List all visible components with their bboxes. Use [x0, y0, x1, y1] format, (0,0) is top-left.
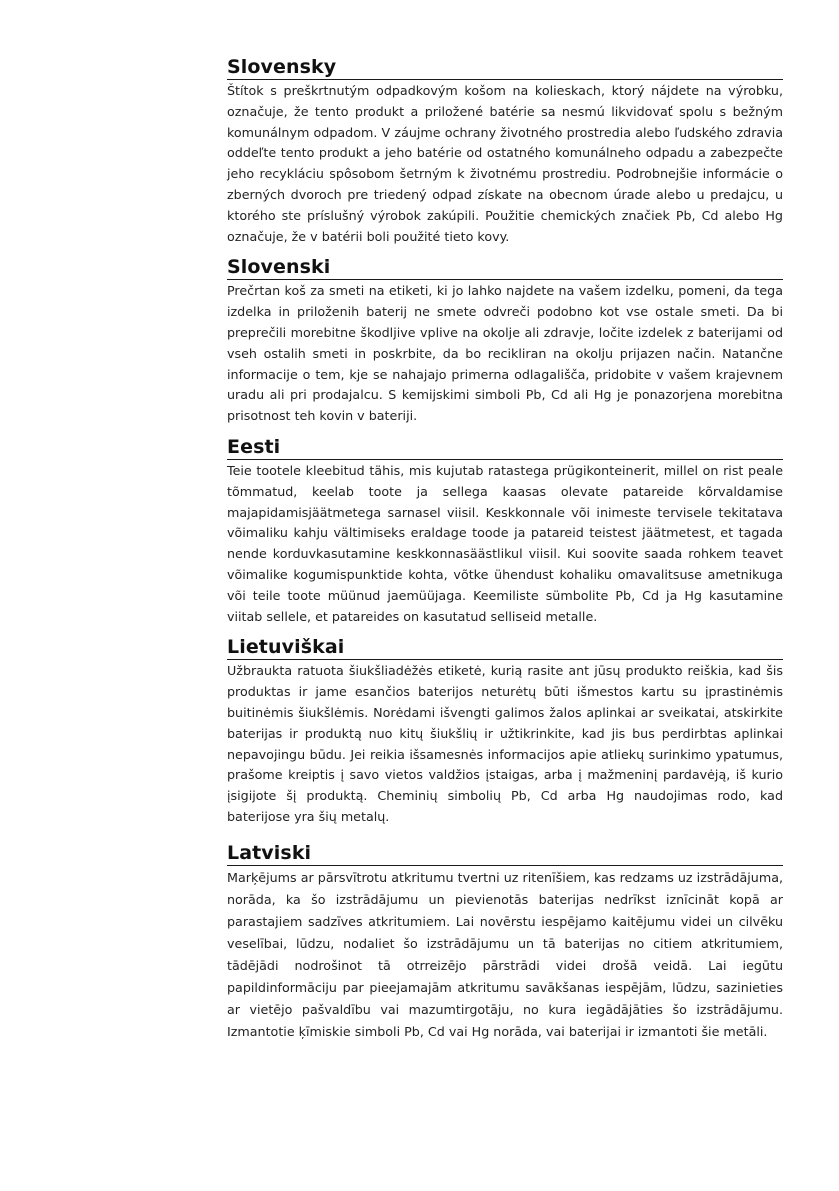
section-slovensky: [227, 56, 783, 247]
section-body-latviski: Marķējums ar pārsvītrotu atkritumu tvertni uz ritenīšiem, kas redzams uz izstrādājuma, norāda, ka šo izstrādājumu un pievienotās baterijas nedrīkst iznīcināt kopā ar parastajiem sadzīves atkritumiem. Lai novērstu iespējamo kaitējumu videi un cilvēku veselībai, lūdzu, nodaliet šo izstrādājumu un tā baterijas no citiem atkritumiem, tādējādi nodrošinot tā otrreizējo pārstrādi videi drošā veidā. Lai iegūtu papildinformāciju par pieejamajām atkritumu savākšanas iespējām, lūdzu, sazinieties ar vietējo pašvaldību vai mazumtirgotāju, no kura iegādājāties šo izstrādājumu. Izmantotie ķīmiskie simboli Pb, Cd vai Hg norāda, vai baterijai ir izmantoti šie metāli.: [227, 869, 783, 1039]
section-body-lietuviskai: Užbraukta ratuota šiukšliadėžės etiketė, kurią rasite ant jūsų produkto reiškia, kad šis produktas ir jame esančios baterijos neturėtų būti išmestos kartu su įprastinėmis buitinėmis šiukšlėmis. Norėdami išvengti galimos žalos aplinkai ar sveikatai, atskirkite baterijas ir produktą nuo kitų šiukšlių ir užtikrinkite, kad jis bus perdirbtas aplinkai nepavojingu būdu. Jei reikia išsamesnės informacijos apie atliekų surinkimo ypatumus, prašome kreiptis į savo vietos valdžios įstaigas, arba į mažmeninį pardavėją, iš kurio įsigijote šį produktą. Cheminių simbolių Pb, Cd arba Hg naudojimas rodo, kad baterijose yra šių metalų.: [227, 663, 783, 824]
section-body-slovensky: Štítok s preškrtnutým odpadkovým košom na kolieskach, ktorý nájdete na výrobku, označuje, že tento produkt a priložené batérie sa nesmú likvidovať spolu s bežným komunálnym odpadom. V záujme ochrany životného prostredia alebo ľudského zdravia oddeľte tento produkt a jeho batérie od ostatného komunálneho odpadu a zabezpečte jeho recykláciu spôsobom šetrným k životnému prostrediu. Podrobnejšie informácie o zberných dvoroch pre triedený odpad získate na obecnom úrade alebo u predajcu, u ktorého ste príslušný výrobok zakúpili. Použitie chemických značiek Pb, Cd alebo Hg označuje, že v batérii boli použité tieto kovy.: [227, 83, 783, 244]
section-slovenski: [227, 256, 783, 427]
document-page: [227, 56, 783, 1043]
section-title-slovensky: Slovensky: [227, 56, 783, 80]
section-lietuviskai: [227, 636, 783, 827]
section-title-eesti: Eesti: [227, 436, 783, 460]
section-title-lietuviskai: Lietuviškai: [227, 636, 783, 660]
section-body-slovenski: Prečrtan koš za smeti na etiketi, ki jo lahko najdete na vašem izdelku, pomeni, da tega izdelka in priloženih baterij ne smete odvreči podobno kot vse ostale smeti. Da bi preprečili morebitne škodljive vplive na okolje ali zdravje, ločite izdelek z baterijami od vseh ostalih smeti in poskrbite, da bo recikliran na okolju prijazen način. Natančne informacije o tem, kje se nahajajo primerna odlagališča, pridobite v vašem krajevnem uradu ali pri prodajalcu. S kemijskimi simboli Pb, Cd ali Hg je ponazorjena morebitna prisotnost teh kovin v bateriji.: [227, 283, 783, 424]
section-title-latviski: Latviski: [227, 842, 783, 866]
section-eesti: [227, 436, 783, 627]
section-body-eesti: Teie tootele kleebitud tähis, mis kujutab ratastega prügikonteinerit, millel on rist peale tõmmatud, keelab toote ja sellega kaasas olevate patareide kõrvaldamise majapidamisjäätmetega sarnasel viisil. Keskkonnale või inimeste tervisele tekitatava võimaliku kahju vältimiseks eraldage toode ja patareid teistest jäätmetest, et tagada nende korduvkasutamine keskkonnasäästlikul viisil. Kui soovite saada rohkem teavet võimalike kogumispunktide kohta, võtke ühendust kohaliku omavalitsuse ametnikuga või teile toote müünud jaemüüjaga. Keemiliste sümbolite Pb, Cd ja Hg kasutamine viitab sellele, et patareides on kasutatud selliseid metalle.: [227, 462, 783, 624]
section-title-slovenski: Slovenski: [227, 256, 783, 280]
section-latviski: [227, 842, 783, 1043]
